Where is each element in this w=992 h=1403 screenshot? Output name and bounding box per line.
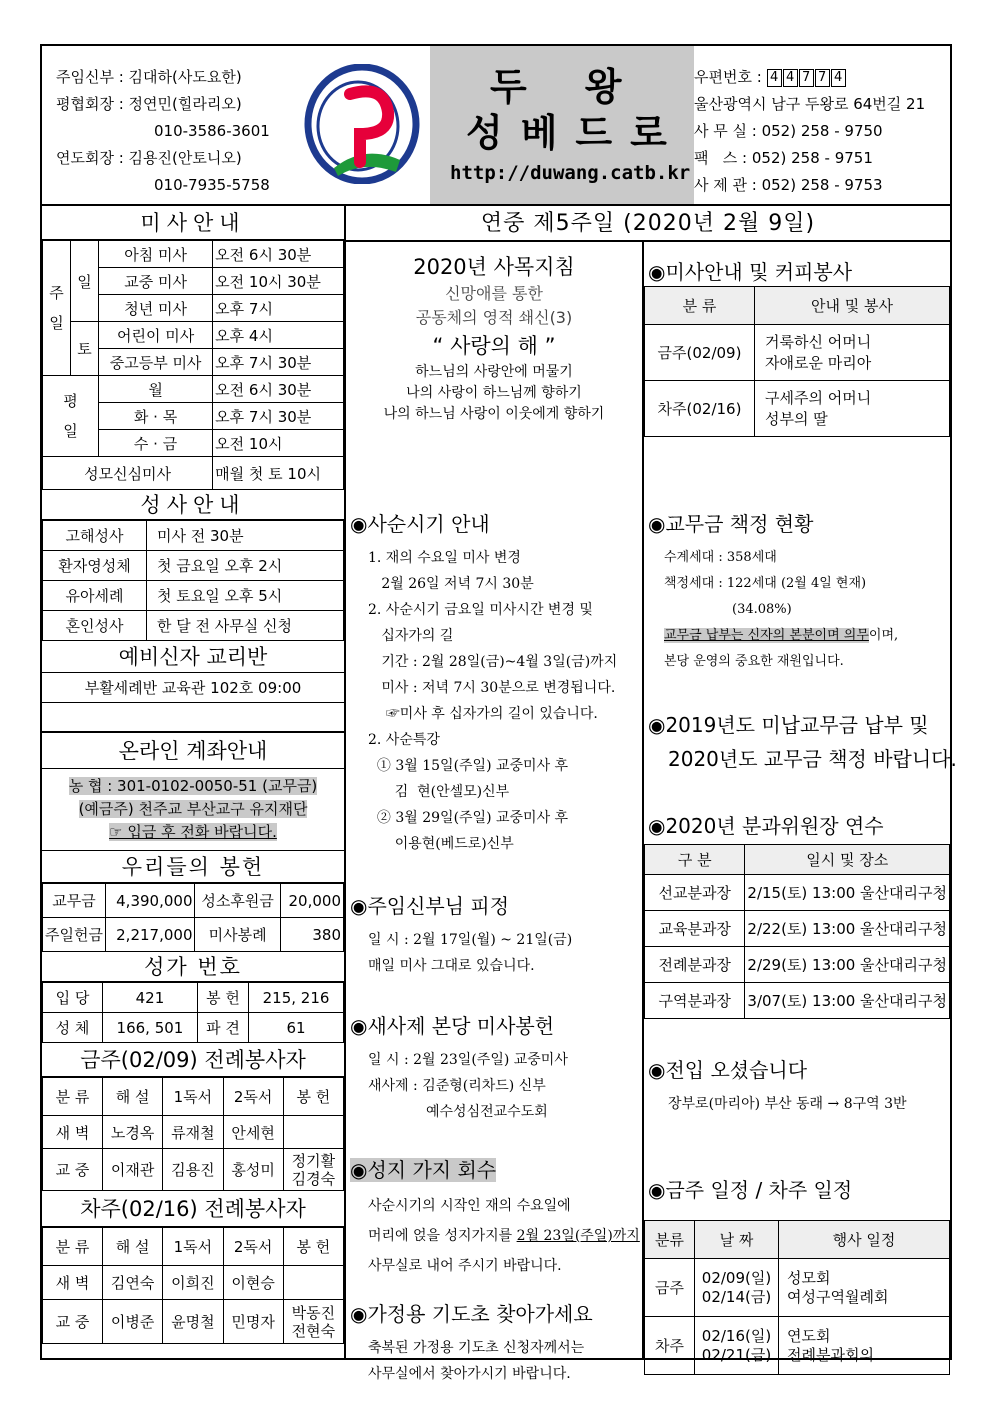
server-cell: 이희진 [163,1266,223,1300]
sacrament-time: 첫 금요일 오후 2시 [147,551,344,581]
mass-time: 오전 6시 30분 [213,376,344,403]
server-cell: 김연숙 [103,1266,163,1300]
transfer-text: 장부로(마리아) 부산 동래 → 8구역 3반 [668,1096,907,1112]
mass-time: 오후 7시 [213,295,344,322]
server-cell: 이재관 [103,1149,163,1191]
sunday-group-label: 주일 [43,241,71,376]
pastoral-title: 2020년 사목지침 [413,255,575,279]
servers-this-week-title: 금주(02/09) 전례봉사자 [42,1043,344,1077]
mass-time: 오전 10시 [213,430,344,457]
sunday-label: 일 [71,241,99,322]
mass-name: 중고등부 미사 [99,349,213,376]
coffee-header: 안내 및 봉사 [755,287,950,325]
hymn-label: 입 당 [43,983,103,1013]
offering-table [42,883,344,952]
hymn-table [42,982,344,1043]
training-dept: 교육분과장 [645,911,745,947]
hymn-number: 61 [249,1013,344,1043]
catechumen-class: 부활세례반 교육관 102호 09:00 [42,673,344,703]
coffee-table [644,286,950,437]
server-cell: 정기활 김경숙 [283,1149,343,1191]
pastoral-line: 나의 하느님 사랑이 이웃에게 향하기 [383,406,605,422]
mass-name: 교중 미사 [99,268,213,295]
parish-title-line1: 두왕 [490,65,680,109]
offering-value: 380 [280,918,343,952]
server-cell [283,1266,343,1300]
server-cell: 김용진 [163,1149,223,1191]
parish-title-box [430,46,694,204]
server-cell: 윤명철 [163,1300,223,1344]
servers-header: 2독서 [223,1078,283,1116]
server-cell: 새 벽 [43,1266,103,1300]
office-phone: 사 무 실 : 052) 258 - 9750 [694,122,883,140]
mass-time: 오후 7시 30분 [213,349,344,376]
account-number: 농 협 : 301-0102-0050-51 (교무금) [68,777,318,795]
zip-label: 우편번호 : [694,68,762,86]
account-title: 온라인 계좌안내 [42,733,344,769]
lent-body: 1. 재의 수요일 미사 변경 2월 26일 저녁 7시 30분 2. 사순시기 금요일 미사시간 변경 및 십자가의 길 기간 : 2월 28일(금)~4월 3일(금)까지 미사 : 저녁 7시 30분으로 변경됩니다. ☞미사 후 십자가의 길이 있습니다. 2. 사순특강 ① 3월 15일(주일) 교중미사 후 김 현(안셀모)신부 ② 3월 29일(주일) 교중미사 후 이용현(베드로)신부 [368,550,618,852]
servers-header: 봉 헌 [283,1078,343,1116]
server-cell: 이현승 [223,1266,283,1300]
account-note: ☞ 입금 후 전화 바랍니다. [109,823,277,841]
server-cell: 안세현 [223,1116,283,1149]
pastoral-line: 공동체의 영적 쇄신(3) [415,308,573,327]
server-cell: 민명자 [223,1300,283,1344]
server-cell: 노경옥 [103,1116,163,1149]
mass-time: 오전 10시 30분 [213,268,344,295]
schedule-table [644,1220,950,1375]
transfer-section [648,1054,907,1117]
schedule-week: 차주 [645,1317,695,1375]
schedule-events: 성모회 여성구역월례회 [779,1259,950,1317]
servers-next-week-title: 차주(02/16) 전례봉사자 [42,1191,344,1227]
mass-name: 아침 미사 [99,241,213,268]
servers-header: 해 설 [103,1228,163,1266]
pastoral-line: 신망애를 통한 [445,284,543,303]
saturday-label: 토 [71,322,99,376]
mass-name: 청년 미사 [99,295,213,322]
offering-label: 교무금 [43,884,106,918]
tithe-section [648,508,898,675]
server-cell [283,1116,343,1149]
sacrament-time: 한 달 전 사무실 신청 [147,611,344,641]
candle-section [350,1298,593,1387]
mass-section-title: 미사안내 [42,206,344,240]
mass-time: 오후 4시 [213,322,344,349]
new-priest-section [350,1010,568,1125]
sacrament-table [42,520,344,641]
heart-mass-name: 성모신심미사 [43,457,213,490]
mass-schedule-table [42,240,344,490]
retreat-body: 일 시 : 2월 17일(월) ~ 21일(금) 매일 미사 그대로 있습니다. [368,932,573,974]
coffee-week: 금주(02/09) [645,325,755,381]
mass-name: 어린이 미사 [99,322,213,349]
coffee-week: 차주(02/16) [645,381,755,437]
zip-digit: 4 [783,69,798,87]
offering-value: 4,390,000 [105,884,195,918]
pastoral-line: 나의 사랑이 하느님께 향하기 [406,385,582,401]
contact-info [694,64,925,199]
palm-body: 사순시기의 시작인 재의 수요일에 머리에 얹을 성지가지를 2월 23일(주일)까지 사무실로 내어 주시기 바랍니다. [368,1198,640,1274]
training-table [644,844,950,1019]
pastoral-motto: “ 사랑의 해 ” [432,334,556,358]
servers-header: 1독서 [163,1228,223,1266]
training-header: 일시 및 장소 [745,845,950,875]
middle-column [346,242,644,1382]
zip-digit: 7 [815,69,830,87]
offering-value: 20,000 [280,884,343,918]
offering-value: 2,217,000 [105,918,195,952]
lent-title: ◉사순시기 안내 [350,512,490,536]
training-dept: 구역분과장 [645,983,745,1019]
training-time: 2/22(토) 13:00 울산대리구청 [745,911,950,947]
clergy-info [56,64,270,199]
schedule-header: 날 짜 [695,1221,779,1259]
tithe-body: 수계세대 : 358세대 책정세대 : 122세대 (2월 4일 현재) (34.08%) 교무금 납부는 신자의 본분이며 의무이며, 본당 운영의 중요한 재원입니다. [664,550,899,669]
hymn-number: 166, 501 [103,1013,198,1043]
servers-header: 2독서 [223,1228,283,1266]
server-cell: 교 중 [43,1149,103,1191]
coffee-header: 분 류 [645,287,755,325]
sacrament-time: 첫 토요일 오후 5시 [147,581,344,611]
training-dept: 전례분과장 [645,947,745,983]
council-president: 평협회장 : 정연민(힐라리오) [56,95,242,113]
council-phone: 010-3586-3601 [154,122,270,140]
parish-url-link[interactable]: http://duwang.catb.kr [450,162,691,184]
mass-time: 오전 6시 30분 [213,241,344,268]
heart-mass-time: 매월 첫 토 10시 [213,457,344,490]
rectory-phone: 사 제 관 : 052) 258 - 9753 [694,176,883,194]
header [42,46,950,206]
pastor-name: 주임신부 : 김대하(사도요한) [56,68,242,86]
sacrament-time: 미사 전 30분 [147,521,344,551]
sacrament-name: 고해성사 [43,521,147,551]
catechumen-title: 예비신자 교리반 [42,641,344,673]
palm-title: ◉성지 가지 회수 [350,1158,497,1182]
training-title: ◉2020년 분과위원장 연수 [648,814,884,838]
palm-section [350,1154,640,1281]
schedule-week: 금주 [645,1259,695,1317]
fax-number: 팩 스 : 052) 258 - 9751 [694,149,873,167]
server-cell: 교 중 [43,1300,103,1344]
page-title: 연중 제5주일 (2020년 2월 9일) [346,206,950,242]
server-cell: 홍성미 [223,1149,283,1191]
servers-header: 분 류 [43,1078,103,1116]
offering-title: 우리들의 봉헌 [42,851,344,883]
weekday-label: 평일 [43,376,99,457]
transfer-title: ◉전입 오셨습니다 [648,1058,808,1082]
sacrament-name: 환자영성체 [43,551,147,581]
yeondo-phone: 010-7935-5758 [154,176,270,194]
schedule-title: ◉금주 일정 / 차주 일정 [648,1178,853,1202]
schedule-events: 연도회 전례분과회의 [779,1317,950,1375]
yeondo-president: 연도회장 : 김용진(안토니오) [56,149,242,167]
tithe-title: ◉교무금 책정 현황 [648,512,814,536]
pastoral-guideline [346,252,642,425]
mass-name: 화 · 목 [99,403,213,430]
new-priest-body: 일 시 : 2월 23일(주일) 교중미사 새사제 : 김준형(리차드) 신부 예수성심전교수도회 [368,1052,568,1120]
training-header: 구 분 [645,845,745,875]
candle-body: 축복된 가정용 기도초 신청자께서는 사무실에서 찾아가시기 바랍니다. [368,1340,585,1382]
server-cell: 이병준 [103,1300,163,1344]
hymn-number: 215, 216 [249,983,344,1013]
coffee-servers: 거룩하신 어머니 자애로운 마리아 [755,325,950,381]
address: 울산광역시 남구 두왕로 64번길 21 [694,95,926,113]
right-column [644,242,957,1364]
zip-digit: 4 [767,69,782,87]
sacrament-name: 유아세례 [43,581,147,611]
mass-name: 월 [99,376,213,403]
schedule-dates: 02/16(일) 02/21(금) [695,1317,779,1375]
zip-row [694,64,925,91]
sacrament-name: 혼인성사 [43,611,147,641]
pastoral-line: 하느님의 사랑안에 머물기 [415,364,573,380]
lent-section [350,508,617,857]
retreat-title: ◉주임신부님 피정 [350,894,510,918]
hymn-number: 421 [103,983,198,1013]
hymn-title: 성가 번호 [42,952,344,982]
servers-this-week-table [42,1077,344,1191]
mass-time: 오후 7시 30분 [213,403,344,430]
offering-label: 주일헌금 [43,918,106,952]
unpaid-tithe-notice: ◉2019년도 미납교무금 납부 및 2020년도 교무금 책정 바랍니다. [648,713,957,771]
retreat-section [350,890,572,979]
zip-digit: 4 [831,69,846,87]
training-time: 3/07(토) 13:00 울산대리구청 [745,983,950,1019]
coffee-title: ◉미사안내 및 커피봉사 [648,260,853,284]
servers-header: 봉 헌 [283,1228,343,1266]
server-cell: 류재철 [163,1116,223,1149]
offering-label: 성소후원금 [195,884,280,918]
account-holder: (예금주) 천주교 부산교구 유지재단 [78,800,308,818]
left-column [42,206,346,1360]
training-time: 2/29(토) 13:00 울산대리구청 [745,947,950,983]
servers-header: 해 설 [103,1078,163,1116]
new-priest-title: ◉새사제 본당 미사봉헌 [350,1014,555,1038]
parish-title-line2: 성베드로 [466,111,685,155]
candle-title: ◉가정용 기도초 찾아가세요 [350,1302,593,1326]
training-dept: 선교분과장 [645,875,745,911]
servers-next-week-table [42,1227,344,1344]
parish-logo-icon [304,64,420,184]
coffee-servers: 구세주의 어머니 성부의 딸 [755,381,950,437]
servers-header: 분 류 [43,1228,103,1266]
servers-header: 1독서 [163,1078,223,1116]
schedule-dates: 02/09(일) 02/14(금) [695,1259,779,1317]
server-cell: 새 벽 [43,1116,103,1149]
offering-label: 미사봉례 [195,918,280,952]
zip-digit: 7 [799,69,814,87]
server-cell: 박동진 전현숙 [283,1300,343,1344]
bulletin-page [40,44,957,1382]
training-time: 2/15(토) 13:00 울산대리구청 [745,875,950,911]
sacrament-section-title: 성사안내 [42,490,344,520]
hymn-label: 봉 헌 [197,983,248,1013]
account-info [42,769,344,851]
hymn-label: 파 견 [197,1013,248,1043]
schedule-header: 행사 일정 [779,1221,950,1259]
hymn-label: 성 체 [43,1013,103,1043]
schedule-header: 분류 [645,1221,695,1259]
mass-name: 수 · 금 [99,430,213,457]
